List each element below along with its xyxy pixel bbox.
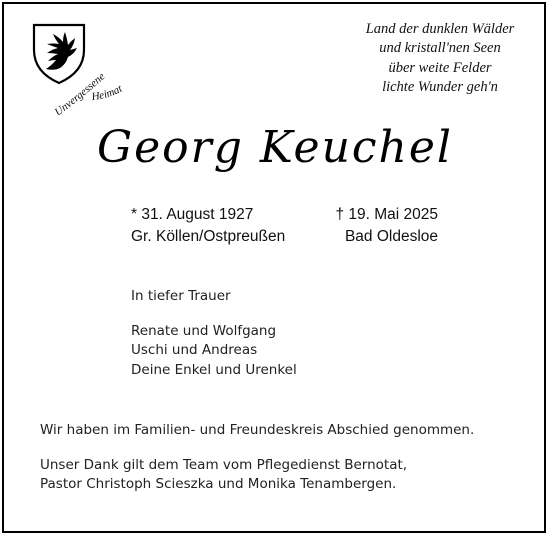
- thanks-line: Pastor Christoph Scieszka und Monika Tenambergen.: [40, 476, 397, 493]
- poem-line: lichte Wunder geh'n: [382, 79, 498, 96]
- arc-line-1: Unvergessene: [52, 70, 108, 119]
- poem-line: und kristall'nen Seen: [379, 40, 501, 57]
- birth-date: * 31. August 1927: [131, 206, 254, 223]
- mourner-name: Uschi und Andreas: [131, 342, 258, 359]
- mourner-name: Deine Enkel und Urenkel: [131, 361, 297, 378]
- deceased-name: Georg Keuchel: [96, 122, 454, 173]
- emblem-arc-text: [52, 46, 162, 126]
- farewell-text: Wir haben im Familien- und Freundeskreis Abschied genommen.: [40, 422, 475, 438]
- poem-line: Land der dunklen Wälder: [365, 21, 515, 37]
- birth-place: Gr. Köllen/Ostpreußen: [131, 228, 286, 245]
- death-place: Bad Oldesloe: [344, 228, 438, 245]
- thanks-line: Unser Dank gilt dem Team vom Pflegedienst Bernotat,: [40, 457, 408, 474]
- mourner-name: Renate und Wolfgang: [131, 323, 277, 340]
- mourning-intro: In tiefer Trauer: [131, 288, 231, 304]
- poem-verse: [340, 20, 540, 98]
- mourners-block: [131, 287, 297, 380]
- birth-info: [131, 204, 285, 248]
- closing-block: [40, 421, 474, 495]
- death-info: [335, 204, 438, 248]
- death-date: † 19. Mai 2025: [335, 206, 438, 223]
- poem-line: über weite Felder: [388, 59, 492, 76]
- arc-line-2: Heimat: [90, 82, 125, 104]
